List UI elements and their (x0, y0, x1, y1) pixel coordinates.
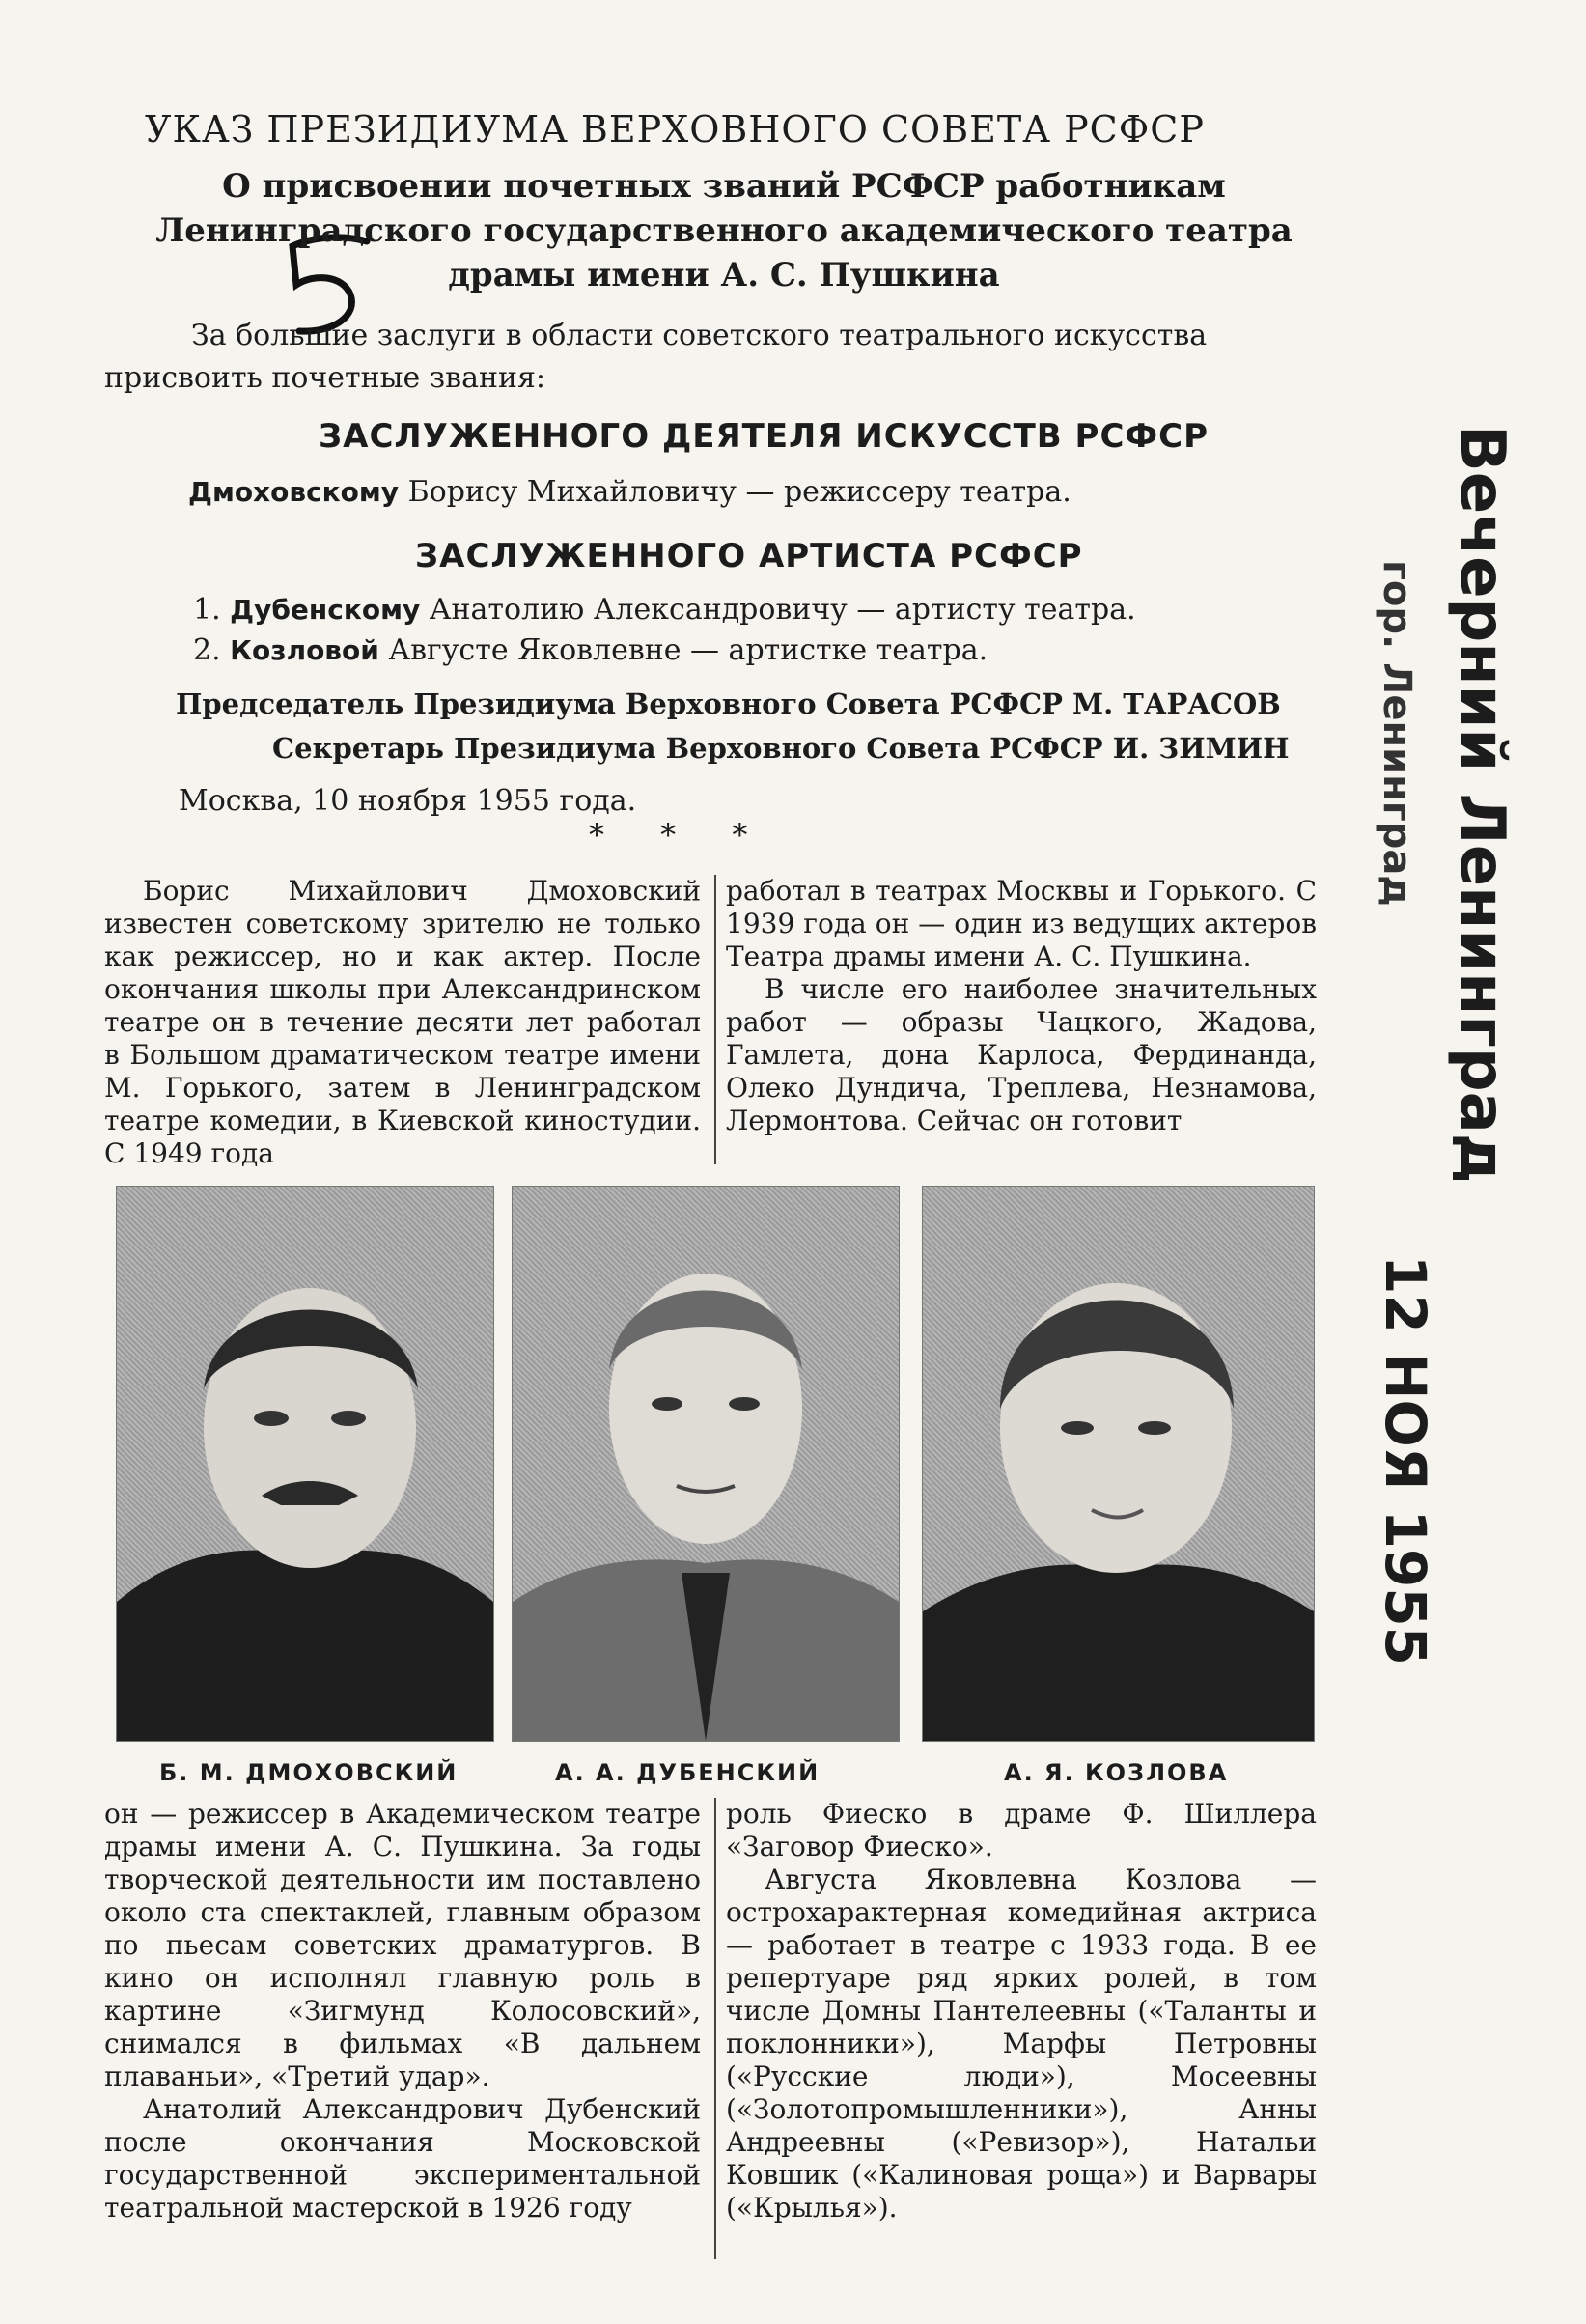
stamp-newspaper-name: Вечерний Ленинград (1446, 425, 1517, 1184)
decree-subtitle (145, 164, 1303, 297)
article-paragraph: роль Фиеско в драме Ф. Шиллера «Заговор Фиеско». (726, 1798, 1317, 1862)
decree-intro (104, 315, 1301, 400)
subtitle-line: Ленинградского государственного академического театра (155, 211, 1293, 250)
decree-title: УКАЗ ПРЕЗИДИУМА ВЕРХОВНОГО СОВЕТА РСФСР (145, 108, 1205, 151)
photo-caption: А. А. ДУБЕНСКИЙ (555, 1759, 821, 1786)
article-paragraph: он — режиссер в Академическом театре драмы имени А. С. Пушкина. За годы творческой деятельности им поставлено около ста спектаклей, главным образом по пьесам советских драматургов. В кино он исполнял главную роль в картине «Зигмунд Колосовский», снимался в фильмах «В дальнем плаваньи», «Третий удар». (104, 1798, 701, 2092)
subtitle-line: драмы имени А. С. Пушкина (448, 256, 1000, 294)
intro-line: За большие заслуги в области советского театрального искусства (191, 319, 1208, 352)
photo-caption: А. Я. КОЗЛОВА (1004, 1759, 1229, 1786)
intro-line: присвоить почетные звания: (104, 361, 545, 395)
award-line (188, 475, 1071, 509)
photo-caption: Б. М. ДМОХОВСКИЙ (159, 1759, 459, 1786)
awardee-detail: Анатолию Александровичу — артисту театра. (429, 593, 1136, 627)
article-column-left-bottom (104, 1798, 701, 2225)
awardee-name: Дубенскому (230, 594, 421, 626)
chairman-signature: Председатель Президиума Верховного Совета РСФСР М. ТАРАСОВ (176, 687, 1281, 720)
portrait-photo-kozlova (922, 1186, 1315, 1742)
article-paragraph: Борис Михайлович Дмоховский известен советскому зрителю не только как режиссер, но и как актер. После окончания школы при Александринском театре он в течение десяти лет работал в Большом драматическом театре имени М. Горького, затем в Ленинградском театре комедии, в Киевской киностудии. С 1949 года (104, 875, 701, 1169)
awardee-name: Дмоховскому (188, 476, 400, 508)
awardee-name: Козловой (230, 634, 379, 666)
article-paragraph: В числе его наиболее значительных работ — образы Чацкого, Жадова, Гамлета, дона Карлоса, Фердинанда, Олеко Дундича, Треплева, Незнамова, Лермонтова. Сейчас он готовит (726, 973, 1317, 1136)
article-column-left-top (104, 875, 701, 1170)
award-line (193, 593, 1136, 627)
article-paragraph: Августа Яковлевна Козлова — острохарактерная комедийная актриса — работает в театре с 1933 года. В ее репертуаре ряд ярких ролей, в том числе Домны Пантелеевны («Таланты и поклонники»), Марфы Петровны («Русские люди»), Мосеевны («Золотопромышленники»), Анны Андреевны («Ревизор»), Натальи Ковшик («Калиновая роща») и Варвары («Крылья»). (726, 1863, 1317, 2224)
section-heading-honored-art-worker: ЗАСЛУЖЕННОГО ДЕЯТЕЛЯ ИСКУССТВ РСФСР (319, 417, 1210, 456)
secretary-signature: Секретарь Президиума Верховного Совета РСФСР И. ЗИМИН (272, 732, 1290, 765)
article-paragraph: работал в театрах Москвы и Горького. С 1939 года он — один из ведущих актеров Театра драмы имени А. С. Пушкина. (726, 875, 1317, 972)
list-number: 2. (193, 633, 221, 667)
article-column-right-top (726, 875, 1317, 1137)
place-date: Москва, 10 ноября 1955 года. (179, 784, 637, 818)
subtitle-line: О присвоении почетных званий РСФСР работникам (222, 167, 1226, 206)
section-heading-honored-artist: ЗАСЛУЖЕННОГО АРТИСТА РСФСР (415, 537, 1083, 575)
article-column-right-bottom (726, 1798, 1317, 2225)
column-divider (714, 1798, 716, 2259)
portrait-photo-dubensky (512, 1186, 900, 1742)
section-separator-stars: * * * (589, 817, 771, 854)
stamp-date: 12 НОЯ 1955 (1373, 1255, 1438, 1666)
awardee-detail: Августе Яковлевне — артистке театра. (388, 633, 988, 667)
portrait-photo-dmokhovsky (116, 1186, 494, 1742)
award-line (193, 633, 988, 667)
stamp-city: гор. Ленинград (1375, 560, 1419, 907)
column-divider (714, 875, 716, 1164)
list-number: 1. (193, 593, 221, 627)
article-paragraph: Анатолий Александрович Дубенский после окончания Московской государственной экспериментальной театральной мастерской в 1926 году (104, 2093, 701, 2224)
awardee-detail: Борису Михайловичу — режиссеру театра. (407, 475, 1071, 509)
